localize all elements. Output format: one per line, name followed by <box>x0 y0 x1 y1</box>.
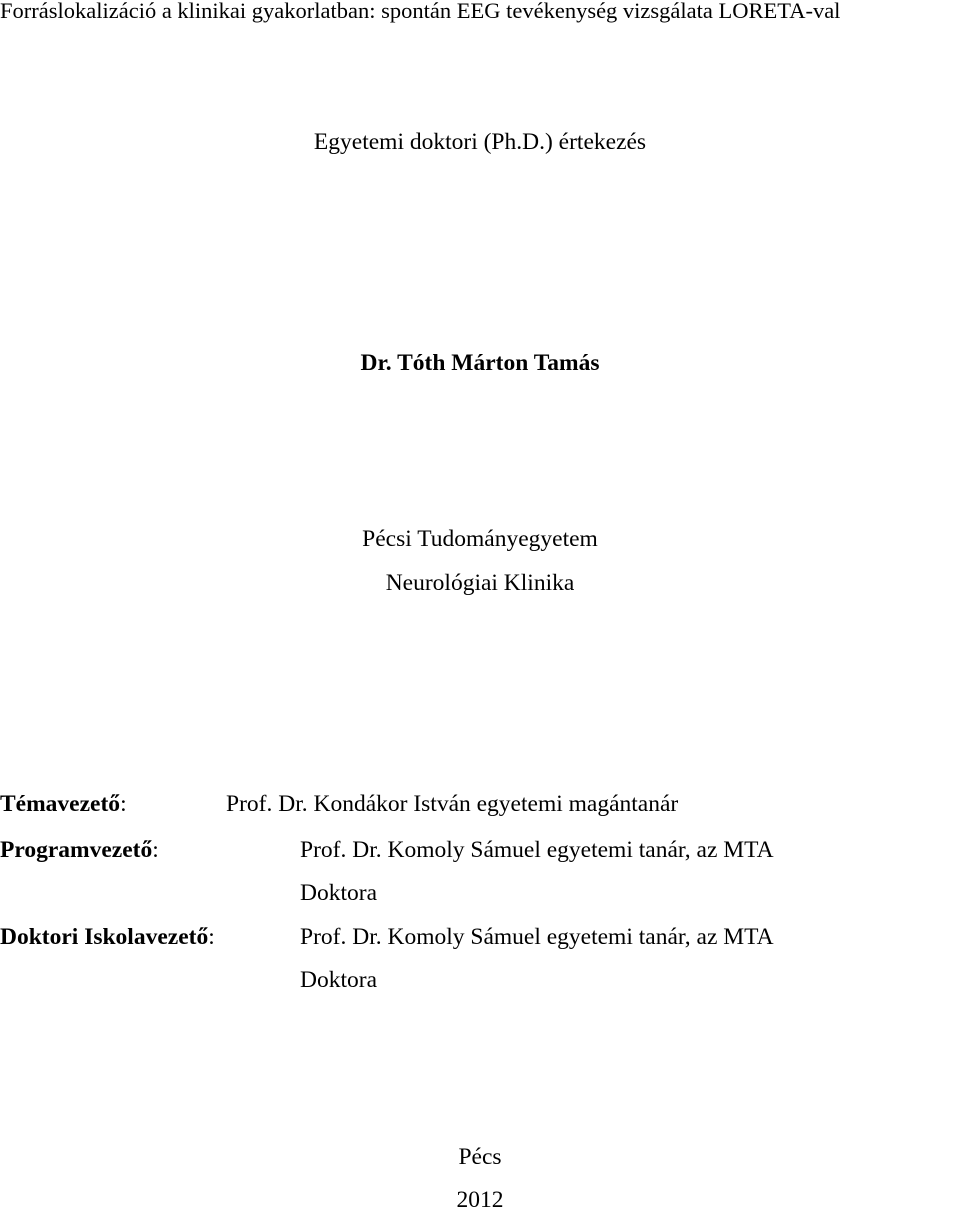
department-name: Neurológiai Klinika <box>385 570 575 596</box>
school-leader-name: Prof. Dr. Komoly Sámuel egyetemi tanár, az MTA <box>300 924 774 950</box>
supervisor-name: Prof. Dr. Kondákor István egyetemi magántanár <box>226 791 679 817</box>
program-leader-name-cont: Doktora <box>300 880 378 906</box>
program-leader-label: Programvezető: <box>0 837 159 863</box>
supervisor-label: Témavezető: <box>0 791 127 817</box>
program-leader-name: Prof. Dr. Komoly Sámuel egyetemi tanár, az MTA <box>300 837 774 863</box>
author-name: Dr. Tóth Márton Tamás <box>360 350 600 376</box>
school-leader-name-cont: Doktora <box>300 967 378 993</box>
year: 2012 <box>456 1187 504 1213</box>
school-leader-label: Doktori Iskolavezető: <box>0 924 215 950</box>
place: Pécs <box>458 1144 502 1170</box>
thesis-title: Forráslokalizáció a klinikai gyakorlatban: spontán EEG tevékenység vizsgálata LORETA-val <box>0 0 841 23</box>
thesis-subtitle: Egyetemi doktori (Ph.D.) értekezés <box>313 129 647 155</box>
university-name: Pécsi Tudományegyetem <box>362 526 598 552</box>
